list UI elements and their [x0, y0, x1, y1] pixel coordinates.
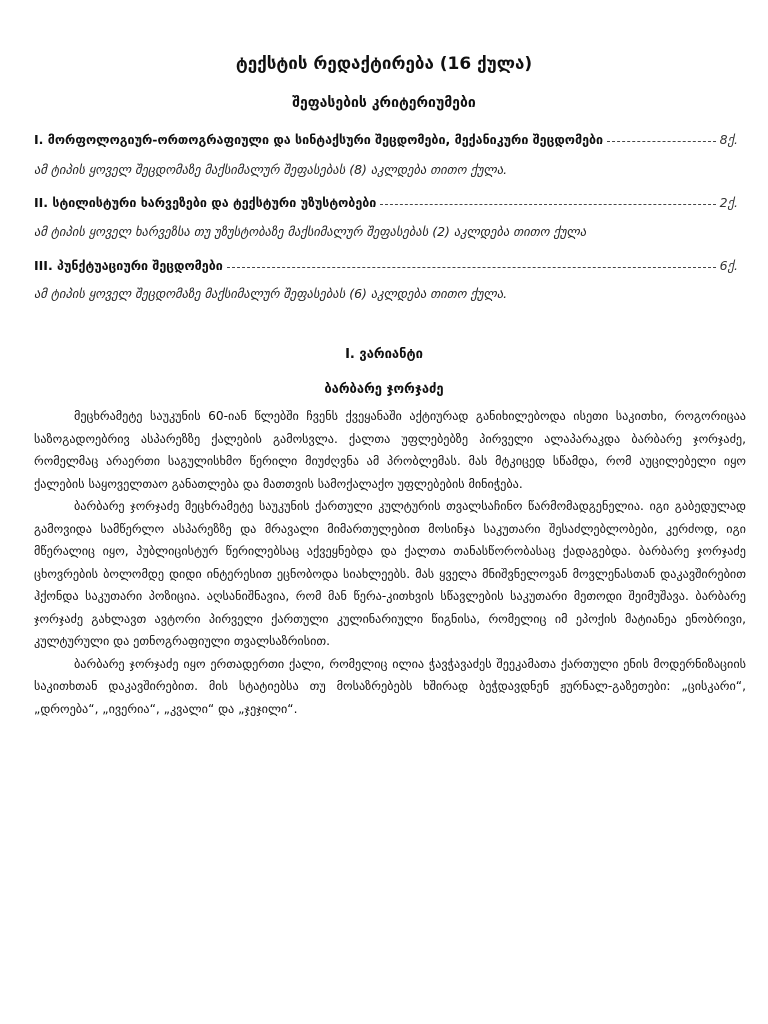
criterion-points: 2ქ.	[719, 194, 738, 210]
paragraph: მეცხრამეტე საუკუნის 60-იან წლებში ჩვენს ქვეყანაში აქტიურად განიხილებოდა ისეთი საკითხი, როგორიცაა საზოგადოებრივ ასპარეზზე ქალების გამოსვლა. ქალთა უფლებებზე პირველი ალაპარაკდა ბარბარე ჯორჯაძე, რომელმაც არაერთი საგულისხმო წერილი მიუძღვნა ამ პრობლემას. მას მტკიცედ სწამდა, რომ აუცილებელი იყო ქალების საყოველთაო განათლება და მათთვის სამოქალაქო უფლებების მინიჭება.	[34, 409, 746, 491]
dotted-leader	[380, 203, 715, 205]
paragraph: ბარბარე ჯორჯაძე მეცხრამეტე საუკუნის ქართული კულტურის თვალსაჩინო წარმომადგენელია. იგი გაბედულად გამოვიდა სამწერლო ასპარეზზე და მრავალი მიმართულებით მოსინჯა საკუთარი შესაძლებლობები, კერძოდ, იგი მწერალიც იყო, პუბლიცისტურ წერილებსაც აქვეყნებდა და ქალთა თანასწორობასაც ქადაგებდა. ბარბარე ჯორჯაძე ცხოვრების ბოლომდე დიდი ინტერესით ეცნობოდა სიახლეებს. მას ყველა მნიშვნელოვან მოვლენასთან დაკავშირებით ჰქონდა საკუთარი პოზიცია. აღსანიშნავია, რომ მან წერა-კითხვის სწავლების საკუთარი მეთოდი შეიმუშავა. ბარბარე ჯორჯაძე გახლავთ ავტორი პირველი ქართული კულინარიული წიგნისა, რომელიც იმ ეპოქის მატიანეა ენობრივი, კულტურული და ეთნოგრაფიული თვალსაზრისით.	[34, 499, 746, 648]
criterion-title: II. სტილისტური ხარვეზები და ტექსტური უზუსტობები	[34, 194, 377, 210]
criterion-title: I. მორფოლოგიურ-ორთოგრაფიული და სინტაქსური შეცდომები, მექანიკური შეცდომები	[34, 131, 604, 147]
criterion-heading-3	[34, 255, 738, 275]
paragraph: ბარბარე ჯორჯაძე იყო ერთადერთი ქალი, რომელიც ილია ჭავჭავაძეს შეეკამათა ქართული ენის მოდერნიზაციის საკითხთან დაკავშირებით. მის სტატიებსა თუ მოსაზრებებს ხშირად ბეჭდავდნენ ჟურნალ-გაზეთები: „ცისკარი“, „დროება“, „ივერია“, „კვალი“ და „ჯეჯილი“.	[34, 656, 746, 716]
criterion-points: 6ქ.	[719, 257, 738, 273]
dotted-leader	[607, 140, 716, 142]
criterion-title: III. პუნქტუაციური შეცდომები	[34, 257, 223, 273]
essay-body	[34, 405, 746, 720]
criterion-note-3: ამ ტიპის ყოველ შეცდომაზე მაქსიმალურ შეფასებას (6) აკლდება თითო ქულა.	[34, 286, 508, 301]
variant-heading: I. ვარიანტი	[345, 347, 423, 362]
criterion-heading-1	[34, 129, 738, 149]
criterion-heading-2	[34, 192, 738, 212]
criterion-note-2: ამ ტიპის ყოველ ხარვეზსა თუ უზუსტობაზე მაქსიმალურ შეფასებას (2) აკლდება თითო ქულა	[34, 224, 587, 239]
criterion-note-1: ამ ტიპის ყოველ შეცდომაზე მაქსიმალურ შეფასებას (8) აკლდება თითო ქულა.	[34, 162, 508, 177]
page-subtitle: შეფასების კრიტერიუმები	[292, 95, 476, 111]
essay-title: ბარბარე ჯორჯაძე	[324, 382, 444, 397]
page-title: ტექსტის რედაქტირება (16 ქულა)	[235, 54, 533, 74]
dotted-leader	[227, 266, 716, 268]
criterion-points: 8ქ.	[719, 131, 738, 147]
